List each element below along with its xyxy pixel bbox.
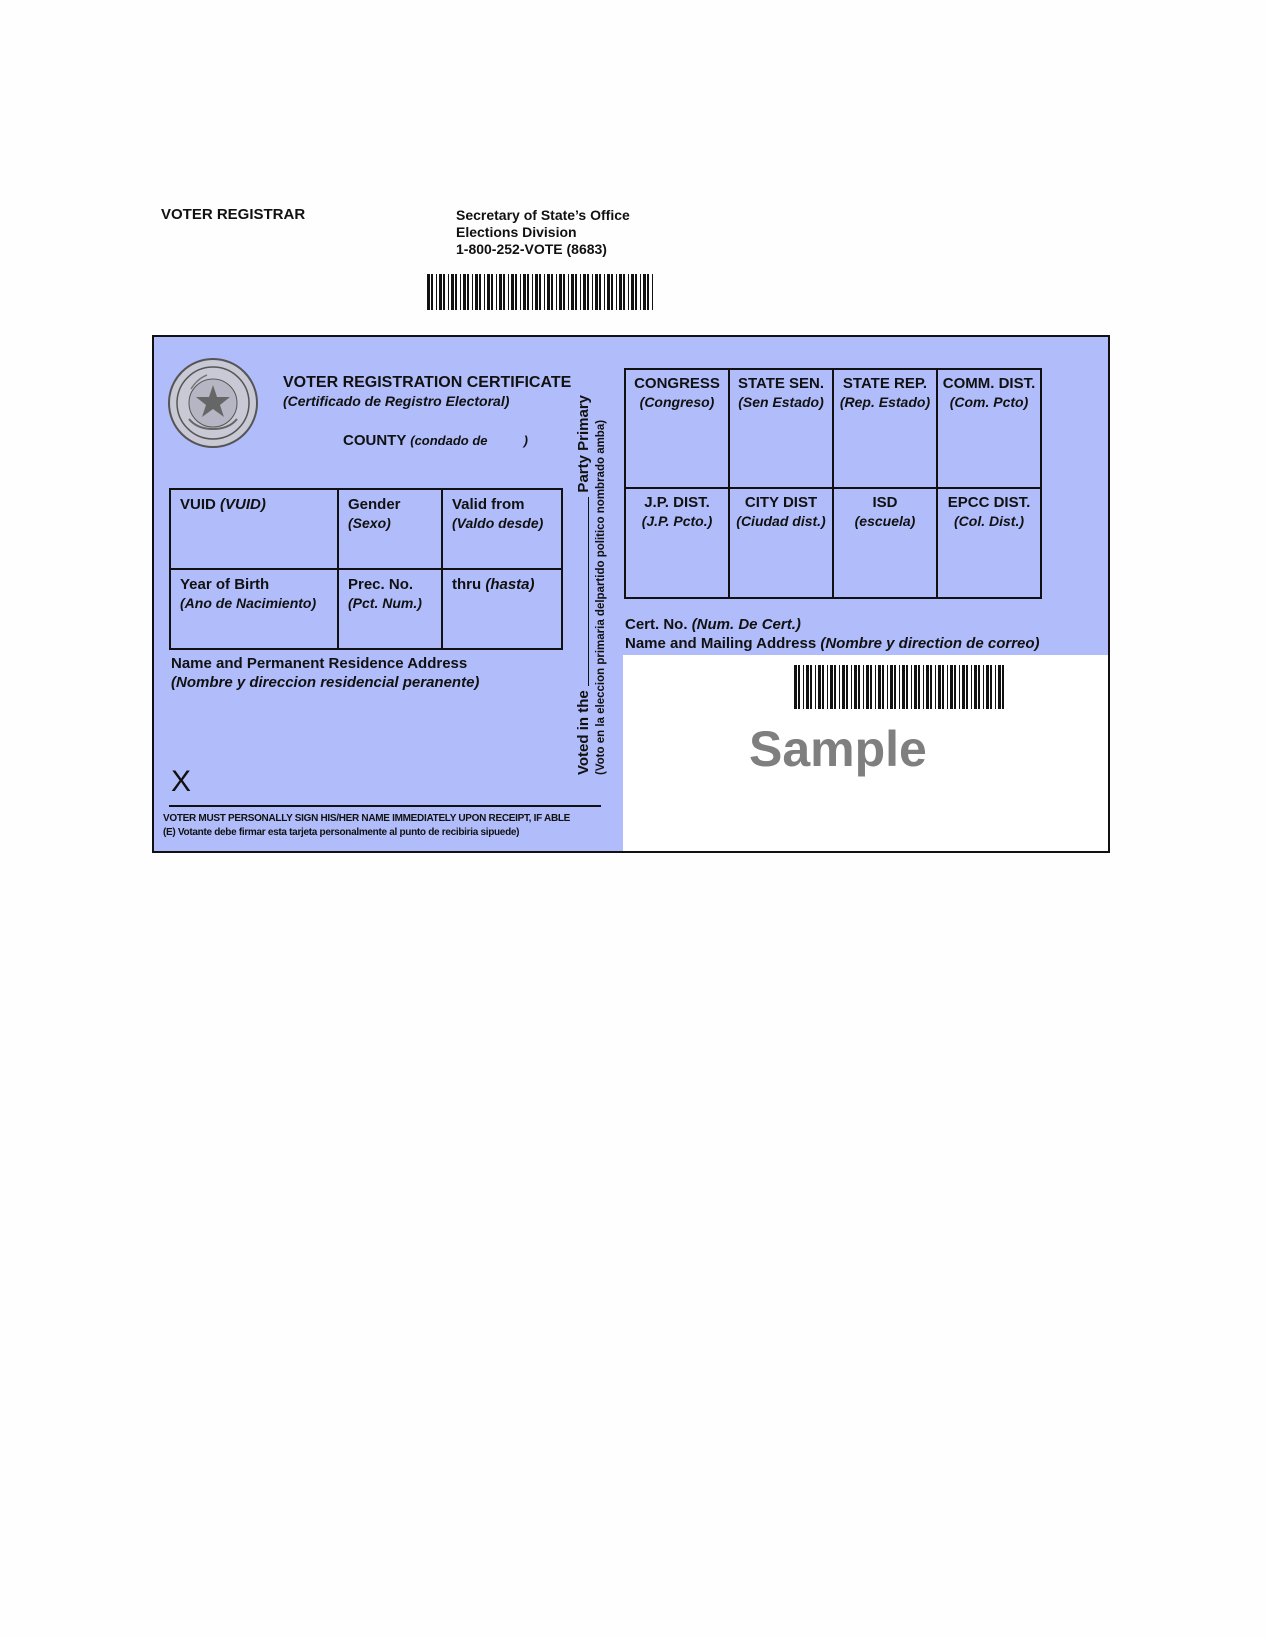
district-cell-isd xyxy=(833,488,937,598)
thru-cell xyxy=(442,569,562,649)
district-cell-epcc-dist xyxy=(937,488,1041,598)
district-cell-comm-dist xyxy=(937,369,1041,488)
district-cell-jp-dist xyxy=(625,488,729,598)
district-label: J.P. DIST. xyxy=(644,494,710,511)
cert-no-label: Cert. No. xyxy=(625,616,688,633)
party-primary-field xyxy=(575,395,621,775)
district-es-label: (Congreso) xyxy=(639,394,715,410)
voter-registrar-label: VOTER REGISTRAR xyxy=(161,206,306,223)
certificate-title: VOTER REGISTRATION CERTIFICATE xyxy=(283,374,572,391)
vuid-label: VUID xyxy=(180,496,216,513)
district-cell-state-rep xyxy=(833,369,937,488)
cert-no-es-label: (Num. De Cert.) xyxy=(691,616,801,633)
district-label: CITY DIST xyxy=(744,494,818,511)
vuid-cell xyxy=(170,489,338,569)
secretary-of-state-block xyxy=(456,207,630,258)
district-es-label: (Rep. Estado) xyxy=(839,394,931,410)
top-barcode-icon xyxy=(427,274,655,310)
district-label: ISD xyxy=(872,494,898,511)
year-of-birth-cell xyxy=(170,569,338,649)
valid-from-cell xyxy=(442,489,562,569)
voter-registration-card xyxy=(152,335,1110,853)
residence-label: Name and Permanent Residence Address xyxy=(171,655,468,672)
yob-es-label: (Ano de Nacimiento) xyxy=(180,595,317,611)
district-es-label: (Col. Dist.) xyxy=(954,513,1024,529)
valid-from-es-label: (Valdo desde) xyxy=(452,515,544,531)
signature-note-es: (E) Votante debe firmar esta tarjeta personalmente al punto de recibiria sipuede) xyxy=(163,827,520,838)
district-label: STATE SEN. xyxy=(737,375,825,392)
sos-office-line: Secretary of State’s Office xyxy=(456,207,630,223)
party-blank-line xyxy=(588,497,589,687)
precinct-es-label: (Pct. Num.) xyxy=(348,595,422,611)
vuid-es-label: (VUID) xyxy=(220,496,266,513)
county-label: COUNTY xyxy=(343,432,407,449)
voter-info-grid xyxy=(169,488,563,650)
party-primary-es-label: (Voto en la eleccion primaria delpartido politico nombrado amba) xyxy=(595,419,607,775)
district-es-label: (Com. Pcto) xyxy=(949,394,1029,410)
cert-and-mailing-field xyxy=(625,615,1040,653)
district-es-label: (Sen Estado) xyxy=(738,394,824,410)
residence-address-field xyxy=(171,654,479,692)
district-label: COMM. DIST. xyxy=(942,375,1036,392)
card-barcode-icon xyxy=(794,665,1006,709)
signature-line xyxy=(169,805,601,807)
district-es-label: (J.P. Pcto.) xyxy=(641,513,713,529)
certificate-subtitle: (Certificado de Registro Electoral) xyxy=(283,393,510,409)
districts-grid xyxy=(624,368,1042,599)
voted-in-label: Voted in the xyxy=(575,690,592,775)
mailing-es-label: (Nombre y direction de correo) xyxy=(820,635,1040,652)
gender-es-label: (Sexo) xyxy=(348,515,391,531)
mailing-label: Name and Mailing Address xyxy=(625,635,817,652)
state-seal-icon xyxy=(167,357,259,449)
party-primary-label: Party Primary xyxy=(575,395,592,493)
thru-label: thru xyxy=(452,576,482,593)
precinct-cell xyxy=(338,569,442,649)
gender-label: Gender xyxy=(348,496,401,513)
residence-es-label: (Nombre y direccion residencial peranente) xyxy=(171,674,480,691)
signature-instructions xyxy=(163,812,570,840)
signature-note-en: VOTER MUST PERSONALLY SIGN HIS/HER NAME IMMEDIATELY UPON RECEIPT, IF ABLE xyxy=(163,813,571,824)
district-es-label: (Ciudad dist.) xyxy=(736,513,826,529)
precinct-label: Prec. No. xyxy=(348,576,414,593)
valid-from-label: Valid from xyxy=(452,496,525,513)
district-label: STATE REP. xyxy=(842,375,928,392)
gender-cell xyxy=(338,489,442,569)
sample-watermark: Sample xyxy=(749,721,927,777)
sos-phone-line: 1-800-252-VOTE (8683) xyxy=(456,241,607,257)
district-label: CONGRESS xyxy=(634,375,720,392)
district-cell-state-sen xyxy=(729,369,833,488)
sos-division-line: Elections Division xyxy=(456,224,577,240)
district-es-label: (escuela) xyxy=(854,513,916,529)
thru-es-label: (hasta) xyxy=(485,576,535,593)
signature-mark: X xyxy=(171,765,192,798)
district-cell-city-dist xyxy=(729,488,833,598)
district-cell-congress xyxy=(625,369,729,488)
yob-label: Year of Birth xyxy=(180,576,270,593)
district-label: EPCC DIST. xyxy=(947,494,1031,511)
county-es-label: (condado de ) xyxy=(410,433,528,448)
county-field xyxy=(343,432,528,449)
